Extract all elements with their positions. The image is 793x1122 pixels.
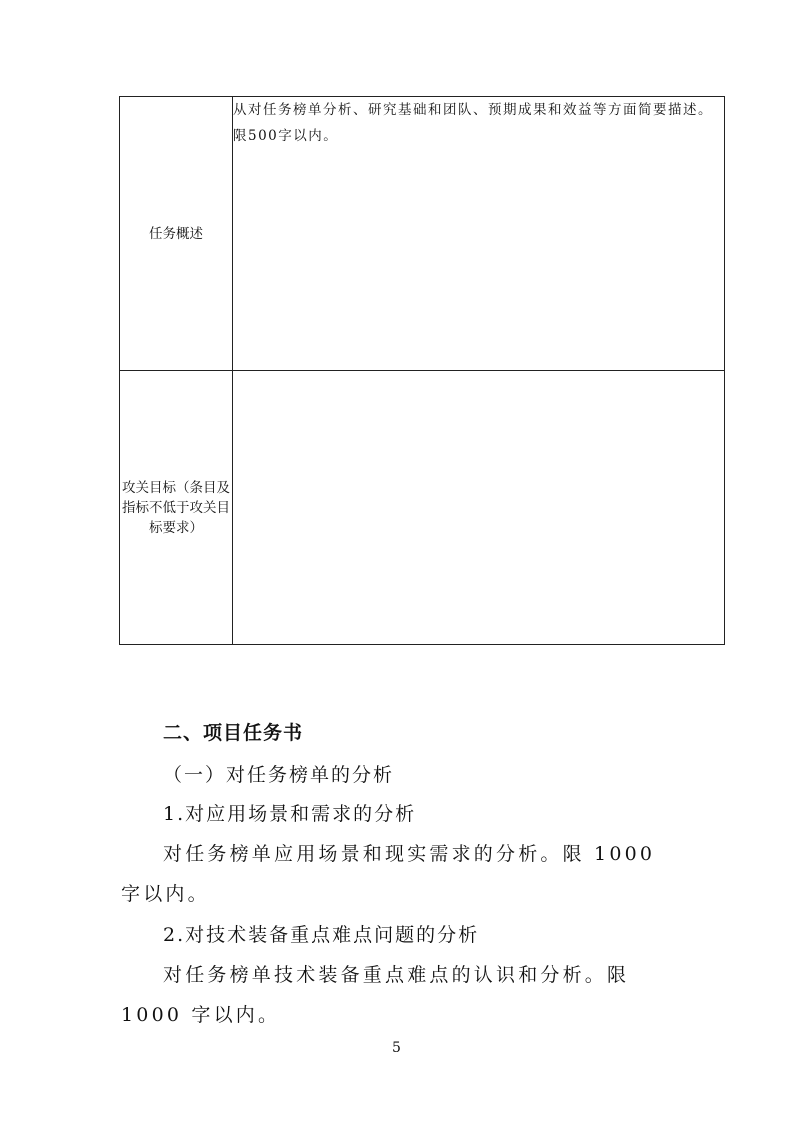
target-goal-label: 攻关目标（条目及指标不低于攻关目标要求） — [120, 371, 233, 645]
item-body-1: 对任务榜单应用场景和现实需求的分析。限 1000 字以内。 — [121, 843, 656, 905]
section-title: 二、项目任务书 — [163, 722, 304, 744]
item-heading-1: 1.对应用场景和需求的分析 — [163, 803, 417, 825]
table-row — [120, 371, 725, 645]
task-overview-content[interactable]: 从对任务榜单分析、研究基础和团队、预期成果和效益等方面简要描述。限500字以内。 — [233, 97, 725, 371]
task-form-table — [119, 96, 725, 645]
table-row — [120, 97, 725, 371]
item-heading-2: 2.对技术装备重点难点问题的分析 — [163, 924, 480, 946]
item-body-2: 对任务榜单技术装备重点难点的认识和分析。限 1000 字以内。 — [121, 964, 630, 1026]
target-goal-content[interactable] — [233, 371, 725, 645]
task-overview-label: 任务概述 — [120, 97, 233, 371]
subsection-heading: （一）对任务榜单的分析 — [163, 764, 395, 786]
page-number: 5 — [392, 1040, 401, 1056]
